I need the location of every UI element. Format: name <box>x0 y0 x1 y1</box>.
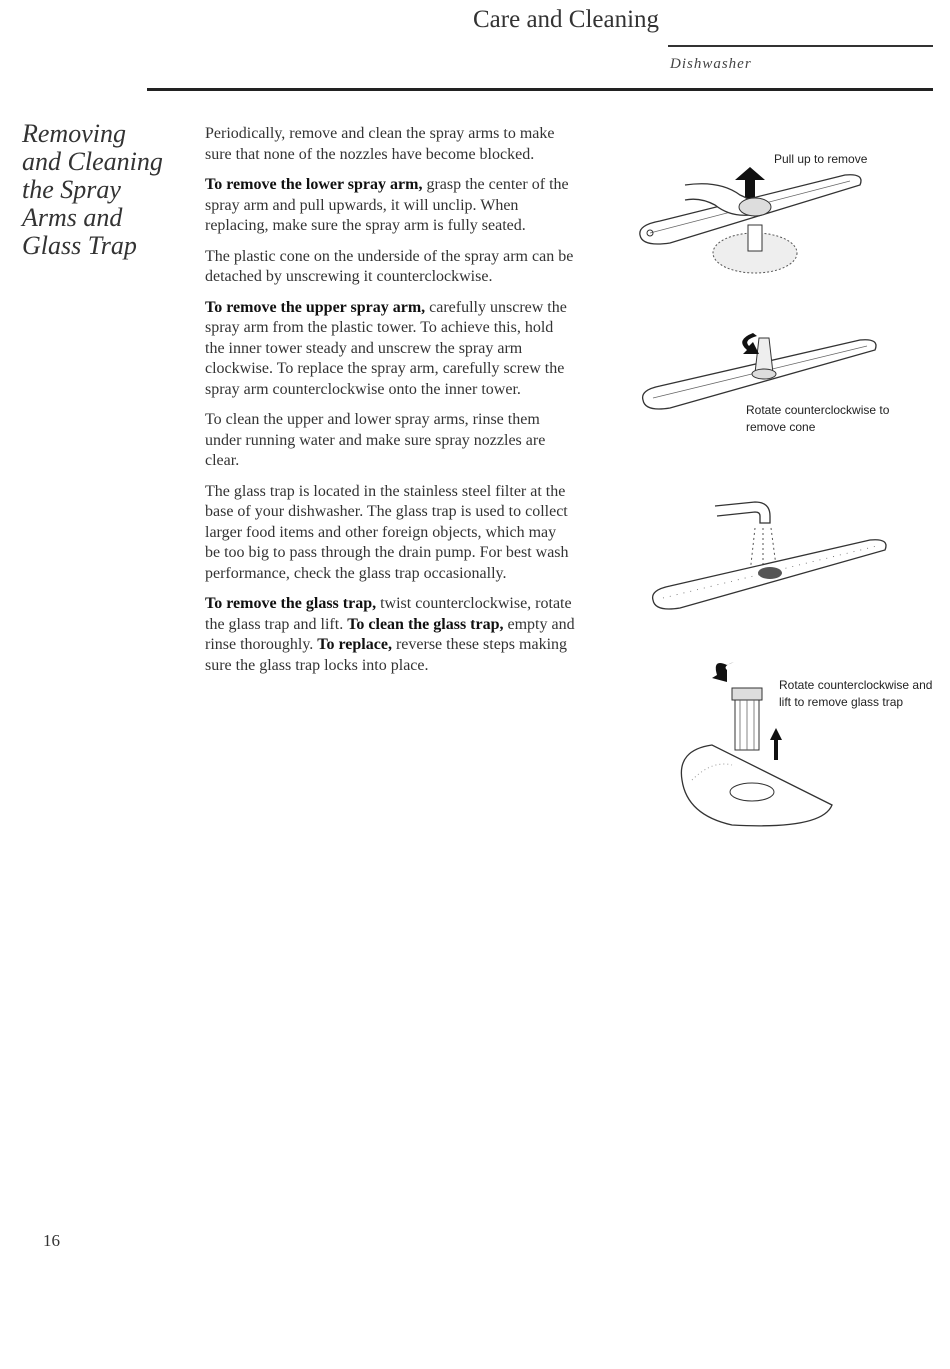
paragraph: Periodically, remove and clean the spray arms to make sure that none of the nozzles have become blocked. <box>205 125 555 163</box>
header-subtitle: Dishwasher <box>670 56 752 72</box>
paragraph: To clean the upper and lower spray arms, rinse them under running water and make sure spray nozzles are clear. <box>205 411 546 469</box>
section-title-line: and Cleaning <box>22 147 163 176</box>
paragraph: To remove the upper spray arm, carefully unscrew the spray arm from the plastic tower. To achieve this, hold the inner tower steady and unscrew the spray arm clockwise. To replace the spray arm, carefully screw the spray arm counterclockwise onto the inner tower. <box>205 298 567 398</box>
section-title-line: the Spray <box>22 175 121 204</box>
paragraph: The plastic cone on the underside of the spray arm can be detached by unscrewing it counterclockwise. <box>205 247 574 285</box>
caption-rotate-trap: Rotate counterclockwise and lift to remove glass trap <box>779 678 933 709</box>
body-text <box>205 124 575 686</box>
paragraph: To remove the glass trap, twist counterclockwise, rotate the glass trap and lift. To clean the glass trap, empty and rinse thoroughly. To replace, reverse these steps making sure the glass trap locks into place. <box>205 595 575 674</box>
lower-spray-arm-illustration <box>630 125 870 285</box>
caption-pull-up: Pull up to remove <box>774 152 868 166</box>
section-title-line: Removing <box>22 119 126 148</box>
page-number: 16 <box>43 1231 60 1250</box>
section-title-line: Glass Trap <box>22 231 137 260</box>
paragraph: The glass trap is located in the stainless steel filter at the base of your dishwasher. The glass trap is used to collect larger food items and other foreign objects, which may be too big to pass through the drain pump. For best wash performance, check the glass trap occasionally. <box>205 482 569 582</box>
section-rule <box>147 88 933 91</box>
section-title-line: Arms and <box>22 203 123 232</box>
section-title <box>22 120 182 260</box>
paragraph: To remove the lower spray arm, grasp the center of the spray arm and pull upwards, it will unclip. When replacing, make sure the spray arm is fully seated. <box>205 176 569 234</box>
rinse-spray-arm-illustration <box>645 478 890 618</box>
header-title: Care and Cleaning <box>473 6 660 33</box>
caption-rotate-cone: Rotate counterclockwise to remove cone <box>746 403 890 434</box>
header-rule <box>668 45 933 47</box>
